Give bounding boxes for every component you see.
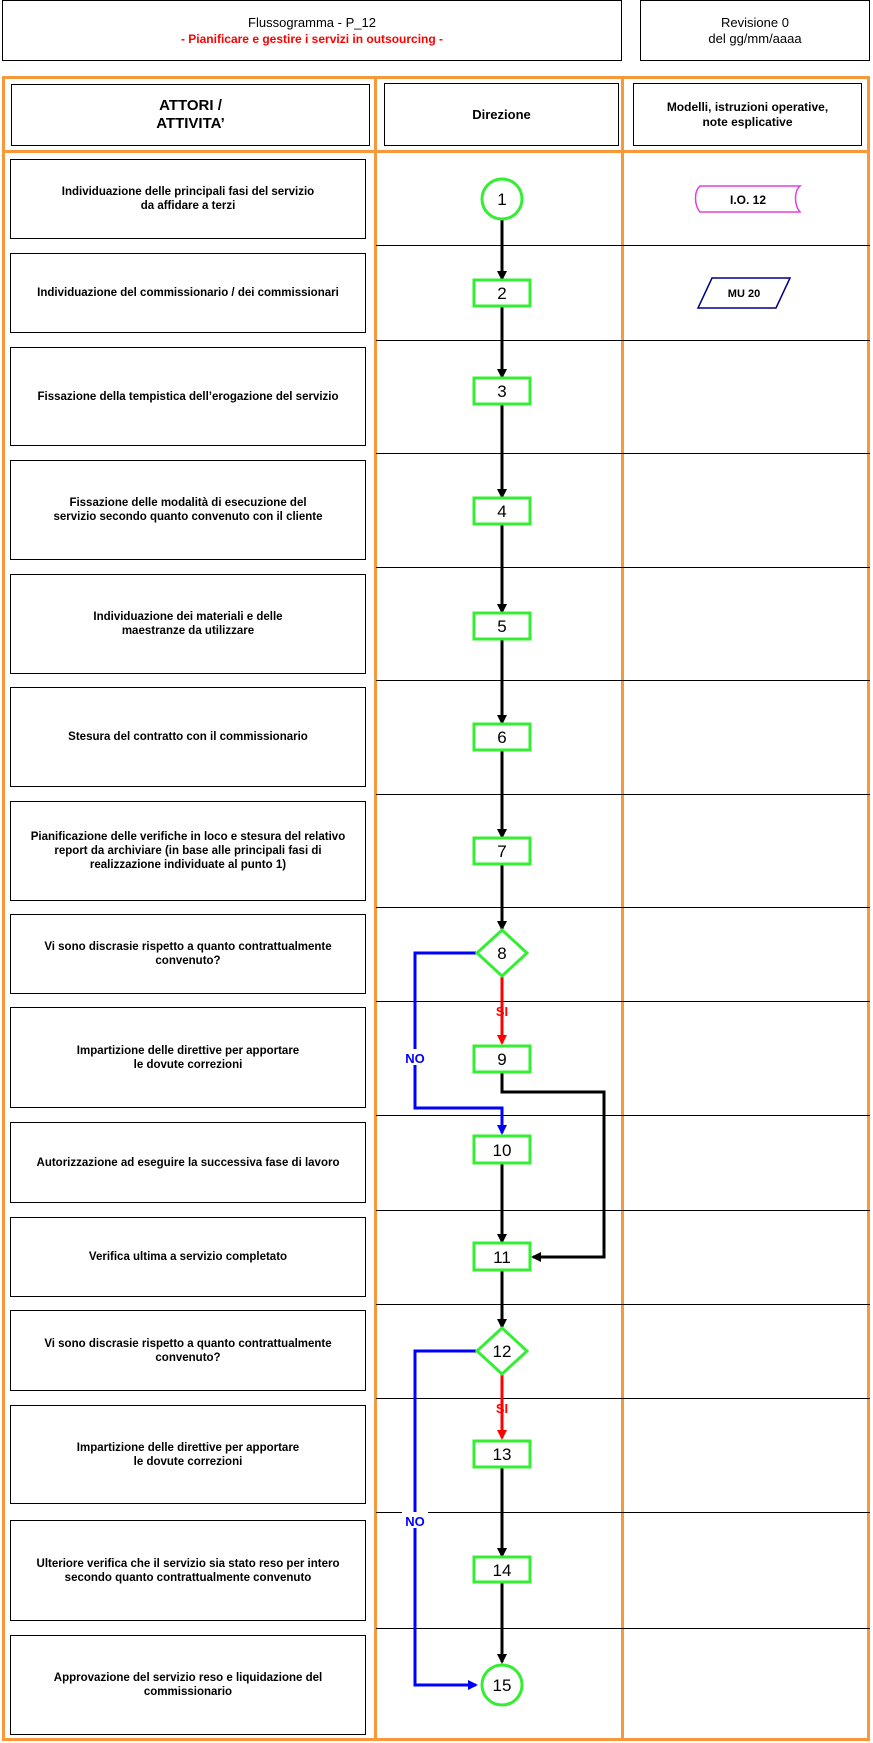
node-8-label: 8 [497,944,507,963]
column-header-direction-label: Direzione [472,107,531,122]
activity-text-10: Autorizzazione ad eseguire la successiva fase di lavoro [36,1156,340,1169]
no-connector-8-10 [415,953,502,1133]
no-label-12: NO [405,1514,425,1529]
activity-text-4: Fissazione delle modalità di esecuzione del servizio secondo quanto convenuto con il cliente [53,497,323,523]
mu-parallelogram-label: MU 20 [727,288,761,300]
revision-label: Revisione 0 [721,14,789,30]
activity-text-3: Fissazione della tempistica dell’erogazione del servizio [37,390,339,403]
activity-text-8: Vi sono discrasie rispetto a quanto contrattualmente convenuto? [44,941,332,967]
activity-text-2: Individuazione del commissionario / dei commissionari [37,287,339,299]
node-11-label: 11 [493,1248,511,1267]
node-14-label: 14 [492,1561,512,1580]
node-7-label: 7 [497,842,507,861]
node-12-label: 12 [492,1342,512,1361]
revision-date: del gg/mm/aaaa [708,30,802,46]
activity-text-11: Verifica ultima a servizio completato [88,1251,288,1263]
yes-label-12: SI [495,1401,509,1416]
node-15-label: 15 [492,1676,512,1695]
document-subtitle: - Pianificare e gestire i servizi in outsourcing - [180,31,444,46]
node-3-label: 3 [497,382,507,401]
activity-text-6: Stesura del contratto con il commissionario [68,731,308,743]
node-6-label: 6 [497,728,507,747]
column-header-models-label: Modelli, istruzioni operative, note esplicative [666,99,829,129]
node-9-label: 9 [497,1050,507,1069]
node-5-label: 5 [497,617,507,636]
node-4-label: 4 [497,502,507,521]
activity-text-1: Individuazione delle principali fasi del servizio da affidare a terzi [61,186,315,212]
node-1-label: 1 [497,190,507,209]
node-13-label: 13 [492,1445,512,1464]
activity-text-15: Approvazione del servizio reso e liquidazione del commissionario [53,1672,323,1698]
activity-text-12: Vi sono discrasie rispetto a quanto contrattualmente convenuto? [44,1337,332,1364]
activity-text-9: Impartizione delle direttive per apportare le dovute correzioni [76,1044,300,1071]
document-title: Flussogramma - P_12 [248,14,376,30]
node-2-label: 2 [497,284,507,303]
activity-text-7: Pianificazione delle verifiche in loco e stesura del relativo report da archiviare (in base alle principali fasi di realizzazione individuate al punto 1) [30,831,346,871]
no-label-8: NO [405,1051,425,1066]
activity-text-5: Individuazione dei materiali e delle maestranze da utilizzare [93,611,283,637]
activity-text-14: Ulteriore verifica che il servizio sia stato reso per intero secondo quanto contrattualmente convenuto [36,1557,340,1584]
activity-text-13: Impartizione delle direttive per apportare le dovute correzioni [76,1441,300,1468]
node-10-label: 10 [492,1141,512,1160]
yes-label-8: SI [495,1004,509,1019]
io-document-label: I.O. 12 [729,193,767,207]
column-header-actors-label: ATTORI / ATTIVITA’ [156,97,225,132]
